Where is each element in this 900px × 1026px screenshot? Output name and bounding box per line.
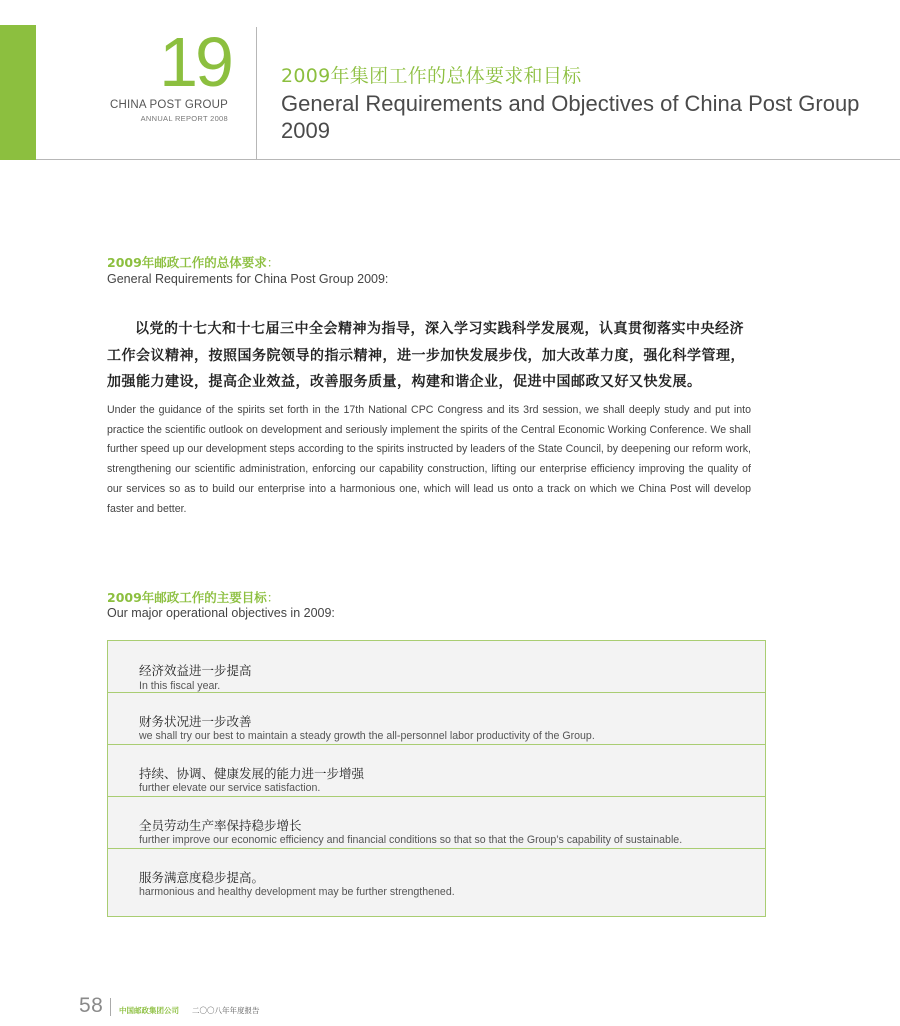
page-title-en: General Requirements and Objectives of China Post Group 2009 bbox=[281, 91, 860, 143]
section2-heading-cn bbox=[107, 588, 279, 606]
section1-heading-en: General Requirements for China Post Group 2009: bbox=[107, 272, 389, 286]
footer-report-name: 二〇〇八年年度报告 bbox=[192, 1006, 260, 1015]
brand-name: CHINA POST GROUP bbox=[109, 99, 228, 111]
chapter-color-tab bbox=[0, 25, 36, 160]
header-divider-horizontal bbox=[36, 159, 900, 160]
section2-heading-cn-text: 2009年邮政工作的主要目标 bbox=[107, 590, 267, 605]
report-name: ANNUAL REPORT 2008 bbox=[140, 114, 228, 123]
section1-paragraph-en: Under the guidance of the spirits set forth in the 17th National CPC Congress and its 3rd session, we shall deeply study and put into practice the scientific outlook on development and seriously implement the spirits of the Central Economic Working Conference. We shall further speed up our development steps according to the spirits instructed by leaders of the State Council, by deepening our reform work, strengthening our scientific administration, enforcing our capability construction, lifting our enterprise efficiency improving the quality of our services so as to build our enterprise into a harmonious one, which will lead us onto a track on which we China Post will develop faster and better. bbox=[107, 404, 751, 515]
chapter-number: 19 bbox=[159, 23, 231, 101]
objective-cn: 经济效益进一步提高 bbox=[139, 663, 252, 678]
objective-item bbox=[108, 693, 765, 745]
section2-heading-colon: ： bbox=[266, 590, 280, 605]
objective-item bbox=[108, 797, 765, 849]
section2-heading-en: Our major operational objectives in 2009: bbox=[107, 606, 335, 620]
section1-paragraph-cn: 以党的十七大和十七届三中全会精神为指导，深入学习实践科学发展观，认真贯彻落实中央经济工作会议精神，按照国务院领导的指示精神，进一步加快发展步伐，加大改革力度，强化科学管理，加强能力建设，提高企业效益，改善服务质量，构建和谐企业，促进中国邮政又好又快发展。 bbox=[107, 321, 745, 390]
objective-en: we shall try our best to maintain a steady growth the all-personnel labor productivity of the Group. bbox=[139, 730, 595, 742]
page-number: 58 bbox=[79, 994, 104, 1017]
section1-heading-colon: ： bbox=[266, 255, 280, 270]
objective-en: In this fiscal year. bbox=[139, 680, 221, 692]
objective-cn: 全员劳动生产率保持稳步增长 bbox=[139, 818, 302, 833]
objective-en: further improve our economic efficiency and financial conditions so that so that the Group’s capability of sustainable. bbox=[139, 834, 683, 846]
objective-item bbox=[108, 849, 765, 912]
header-divider-vertical bbox=[256, 27, 257, 159]
objective-en: harmonious and healthy development may be further strengthened. bbox=[139, 886, 455, 898]
objective-cn: 财务状况进一步改善 bbox=[139, 714, 252, 729]
objective-cn: 服务满意度稳步提高。 bbox=[139, 870, 265, 885]
objective-item bbox=[108, 745, 765, 797]
section1-heading-cn bbox=[107, 253, 279, 271]
objectives-box bbox=[107, 640, 766, 917]
footer-divider bbox=[110, 998, 111, 1016]
section1-heading-cn-text: 2009年邮政工作的总体要求 bbox=[107, 255, 267, 270]
footer-org-name: 中国邮政集团公司 bbox=[119, 1006, 179, 1015]
objective-item bbox=[108, 641, 765, 693]
page-title-cn: 2009年集团工作的总体要求和目标 bbox=[281, 65, 582, 87]
objective-en: further elevate our service satisfaction. bbox=[139, 782, 321, 794]
objective-cn: 持续、协调、健康发展的能力进一步增强 bbox=[139, 766, 365, 781]
